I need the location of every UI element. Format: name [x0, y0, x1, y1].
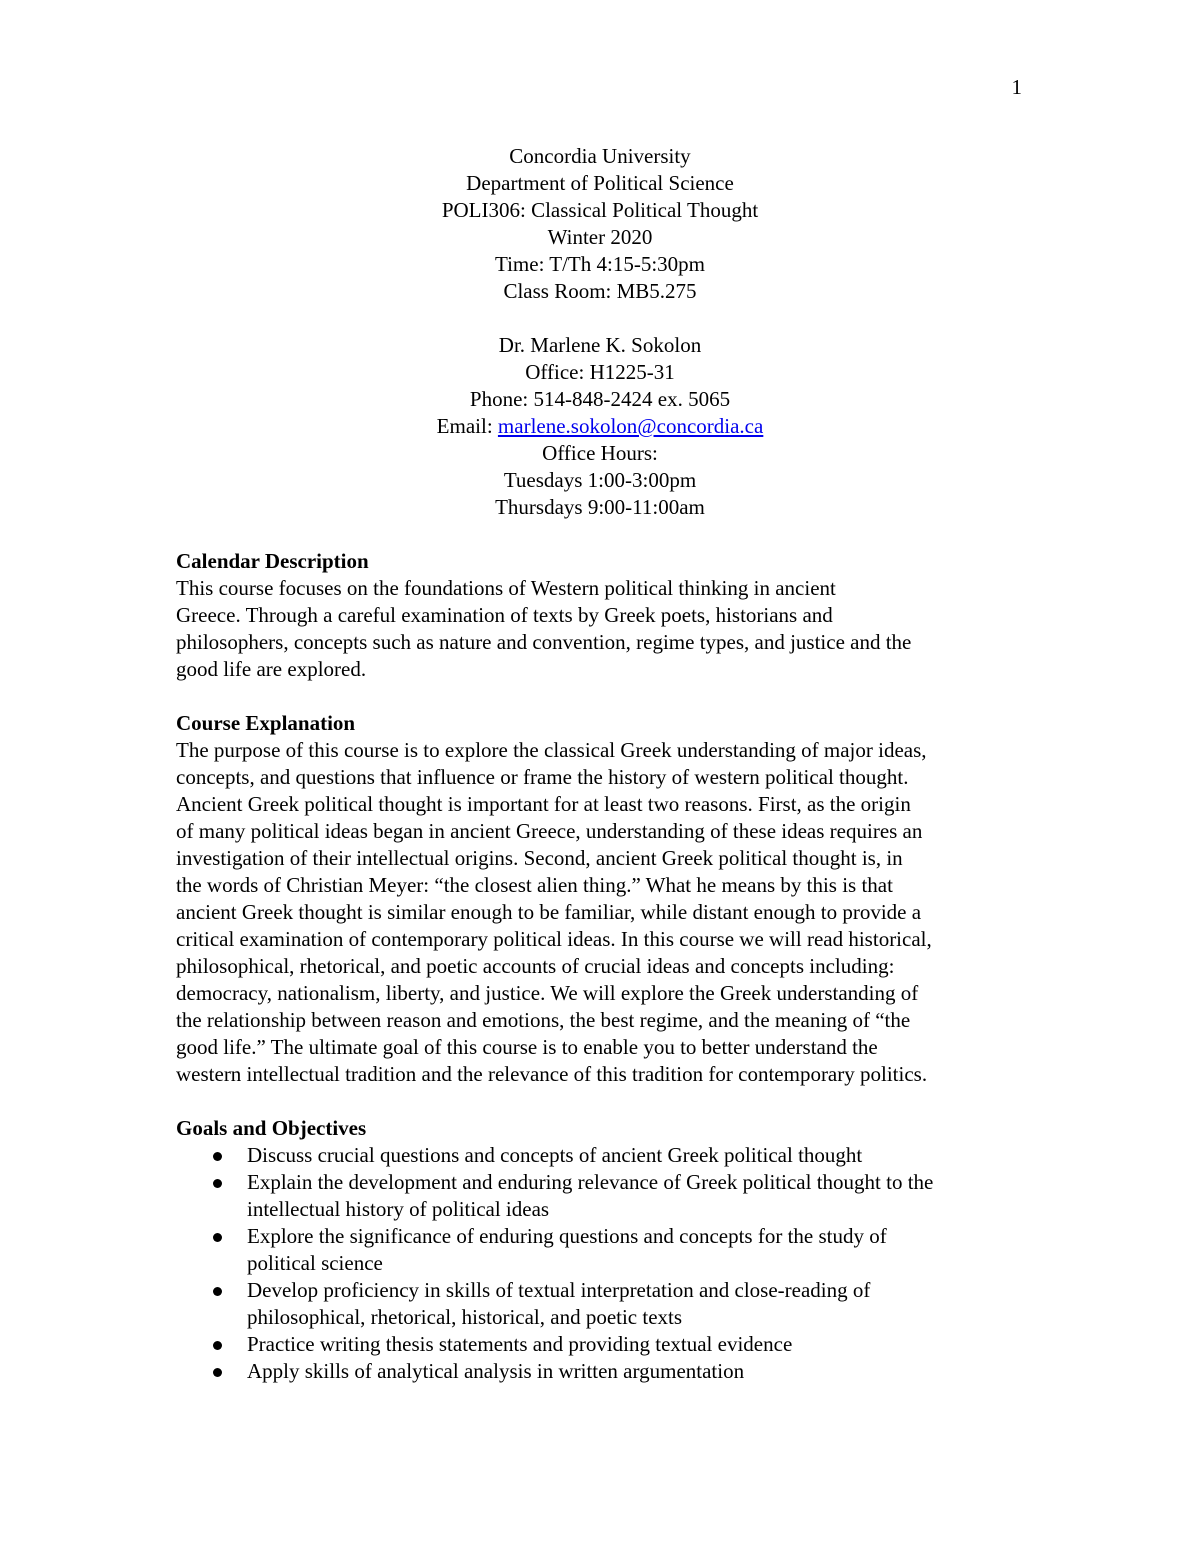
- list-item: [176, 1358, 1036, 1385]
- goal-text: Develop proficiency in skills of textual interpretation and close-reading of: [247, 1278, 871, 1302]
- paragraph-line: democracy, nationalism, liberty, and justice. We will explore the Greek understanding of: [176, 981, 919, 1005]
- class-time: Time: T/Th 4:15-5:30pm: [494, 252, 706, 276]
- paragraph-line: ancient Greek thought is similar enough to be familiar, while distant enough to provide a: [176, 900, 922, 924]
- goal-text: philosophical, rhetorical, historical, and poetic texts: [247, 1305, 683, 1329]
- paragraph-line: critical examination of contemporary political ideas. In this course we will read historical,: [176, 927, 932, 951]
- class-room: Class Room: MB5.275: [503, 279, 697, 303]
- page-number: 1: [1011, 75, 1022, 99]
- section-spacer: [176, 683, 1036, 710]
- goals-list: [176, 1142, 1036, 1385]
- goal-text: Discuss crucial questions and concepts of ancient Greek political thought: [247, 1143, 863, 1167]
- course-explanation-section: [176, 710, 1036, 1088]
- paragraph-line: western intellectual tradition and the relevance of this tradition for contemporary politics.: [176, 1062, 928, 1086]
- bullet-icon: [213, 1152, 222, 1161]
- phone-number: Phone: 514-848-2424 ex. 5065: [469, 387, 731, 411]
- paragraph-line: Ancient Greek political thought is important for at least two reasons. First, as the origin: [176, 792, 911, 816]
- department-name: Department of Political Science: [466, 171, 734, 195]
- paragraph-line: philosophers, concepts such as nature and convention, regime types, and justice and the: [176, 630, 912, 654]
- bullet-icon: [213, 1287, 222, 1296]
- goal-text: Explain the development and enduring relevance of Greek political thought to the: [247, 1170, 934, 1194]
- bullet-icon: [213, 1368, 222, 1377]
- goal-text: Apply skills of analytical analysis in written argumentation: [247, 1359, 745, 1383]
- goals-heading: Goals and Objectives: [176, 1116, 367, 1140]
- list-item: [176, 1277, 1036, 1331]
- course-title: POLI306: Classical Political Thought: [441, 198, 759, 222]
- office-hours-thursday: Thursdays 9:00-11:00am: [495, 495, 705, 519]
- office-hours-label: Office Hours:: [542, 441, 658, 465]
- list-item: [176, 1142, 1036, 1169]
- goal-text: Practice writing thesis statements and providing textual evidence: [247, 1332, 793, 1356]
- university-name: Concordia University: [509, 144, 691, 168]
- section-spacer: [176, 1088, 1036, 1115]
- paragraph-line: philosophical, rhetorical, and poetic accounts of crucial ideas and concepts including:: [176, 954, 895, 978]
- term: Winter 2020: [547, 225, 653, 249]
- email-line: [0, 413, 1200, 440]
- paragraph-line: The purpose of this course is to explore the classical Greek understanding of major ideas,: [176, 738, 927, 762]
- paragraph-line: good life are explored.: [176, 657, 367, 681]
- bullet-icon: [213, 1341, 222, 1350]
- paragraph-line: the words of Christian Meyer: “the closest alien thing.” What he means by this is that: [176, 873, 893, 897]
- course-explanation-heading: Course Explanation: [176, 711, 356, 735]
- paragraph-line: of many political ideas began in ancient Greece, understanding of these ideas requires an: [176, 819, 923, 843]
- paragraph-line: This course focuses on the foundations of Western political thinking in ancient: [176, 576, 836, 600]
- paragraph-line: concepts, and questions that influence or frame the history of western political thought.: [176, 765, 909, 789]
- goal-text: intellectual history of political ideas: [247, 1197, 550, 1221]
- email-label: Email:: [436, 414, 498, 438]
- bullet-icon: [213, 1179, 222, 1188]
- bullet-icon: [213, 1233, 222, 1242]
- instructor-name: Dr. Marlene K. Sokolon: [498, 333, 702, 357]
- list-item: [176, 1223, 1036, 1277]
- paragraph-line: the relationship between reason and emotions, the best regime, and the meaning of “the: [176, 1008, 911, 1032]
- syllabus-body: [176, 548, 1036, 1385]
- list-item: [176, 1331, 1036, 1358]
- calendar-description-section: [176, 548, 1036, 683]
- paragraph-line: investigation of their intellectual origins. Second, ancient Greek political thought is, in: [176, 846, 903, 870]
- calendar-description-heading: Calendar Description: [176, 549, 369, 573]
- paragraph-line: good life.” The ultimate goal of this course is to enable you to better understand the: [176, 1035, 878, 1059]
- goal-text: political science: [247, 1251, 383, 1275]
- list-item: [176, 1169, 1036, 1223]
- goal-text: Explore the significance of enduring questions and concepts for the study of: [247, 1224, 887, 1248]
- office-location: Office: H1225-31: [525, 360, 675, 384]
- office-hours-tuesday: Tuesdays 1:00-3:00pm: [503, 468, 697, 492]
- paragraph-line: Greece. Through a careful examination of texts by Greek poets, historians and: [176, 603, 833, 627]
- course-header: [0, 143, 1200, 521]
- email-link[interactable]: marlene.sokolon@concordia.ca: [497, 414, 764, 438]
- goals-section: [176, 1115, 1036, 1385]
- header-spacer: [0, 305, 1200, 332]
